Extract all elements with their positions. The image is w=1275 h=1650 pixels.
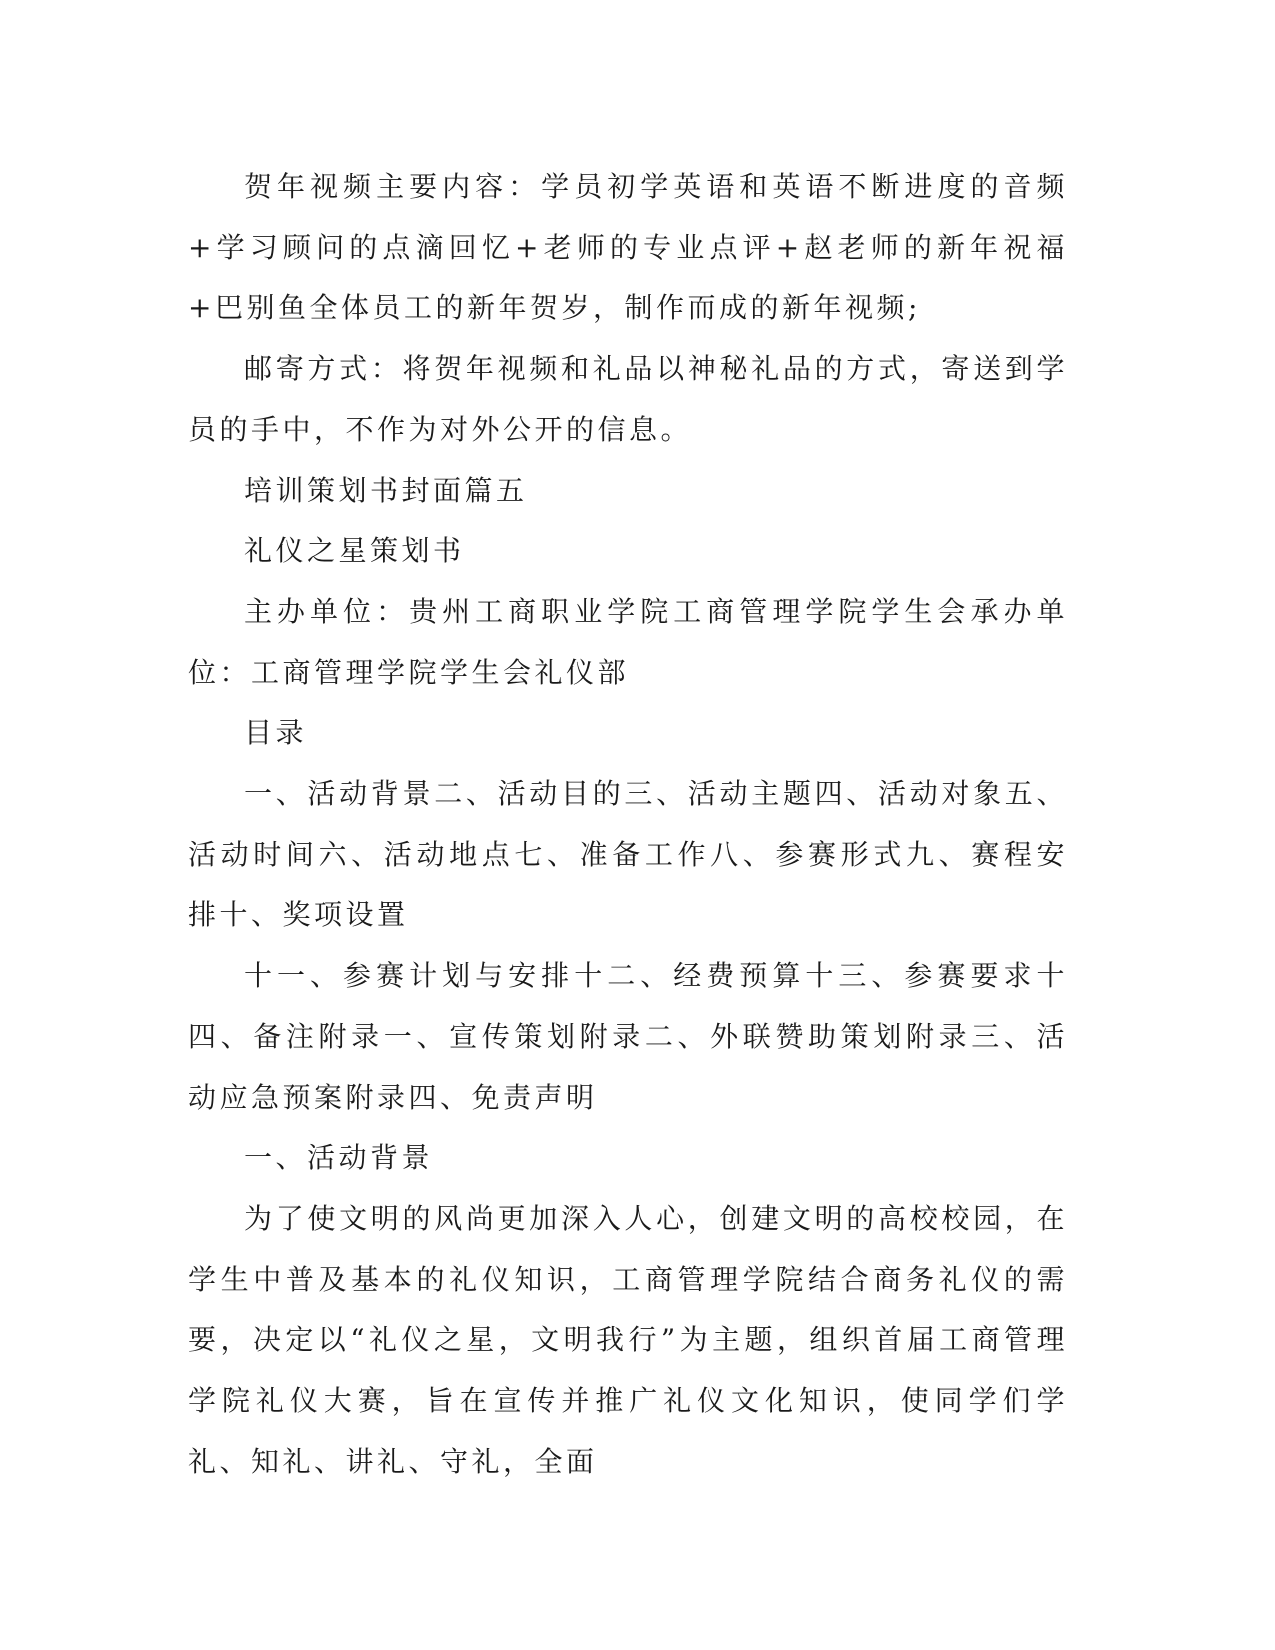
section-heading-part-five: 培训策划书封面篇五 <box>244 473 528 507</box>
plan-title: 礼仪之星策划书 <box>244 534 465 568</box>
toc-heading: 目录 <box>244 716 308 750</box>
paragraph-mailing-method: 邮寄方式：将贺年视频和礼品以神秘礼品的方式，寄送到学员的手中，不作为对外公开的信息。 <box>188 352 1068 446</box>
paragraph-video-content: 贺年视频主要内容：学员初学英语和英语不断进度的音频+学习顾问的点滴回忆+老师的专业点评+赵老师的新年祝福+巴别鱼全体员工的新年贺岁，制作而成的新年视频; <box>188 170 1068 325</box>
paragraph-background: 为了使文明的风尚更加深入人心，创建文明的高校校园，在学生中普及基本的礼仪知识，工商管理学院结合商务礼仪的需要，决定以“礼仪之星，文明我行”为主题，组织首届工商管理学院礼仪大赛，旨在宣传并推广礼仪文化知识，使同学们学礼、知礼、讲礼、守礼，全面 <box>188 1201 1068 1478</box>
paragraph-organizers: 主办单位：贵州工商职业学院工商管理学院学生会承办单位：工商管理学院学生会礼仪部 <box>188 594 1068 689</box>
section-heading-background: 一、活动背景 <box>244 1141 434 1175</box>
toc-items-part-one: 一、活动背景二、活动目的三、活动主题四、活动对象五、活动时间六、活动地点七、准备工作八、参赛形式九、赛程安排十、奖项设置 <box>188 777 1068 932</box>
document-body <box>188 157 1068 1492</box>
toc-items-part-two: 十一、参赛计划与安排十二、经费预算十三、参赛要求十四、备注附录一、宣传策划附录二、外联赞助策划附录三、活动应急预案附录四、免责声明 <box>188 959 1068 1114</box>
